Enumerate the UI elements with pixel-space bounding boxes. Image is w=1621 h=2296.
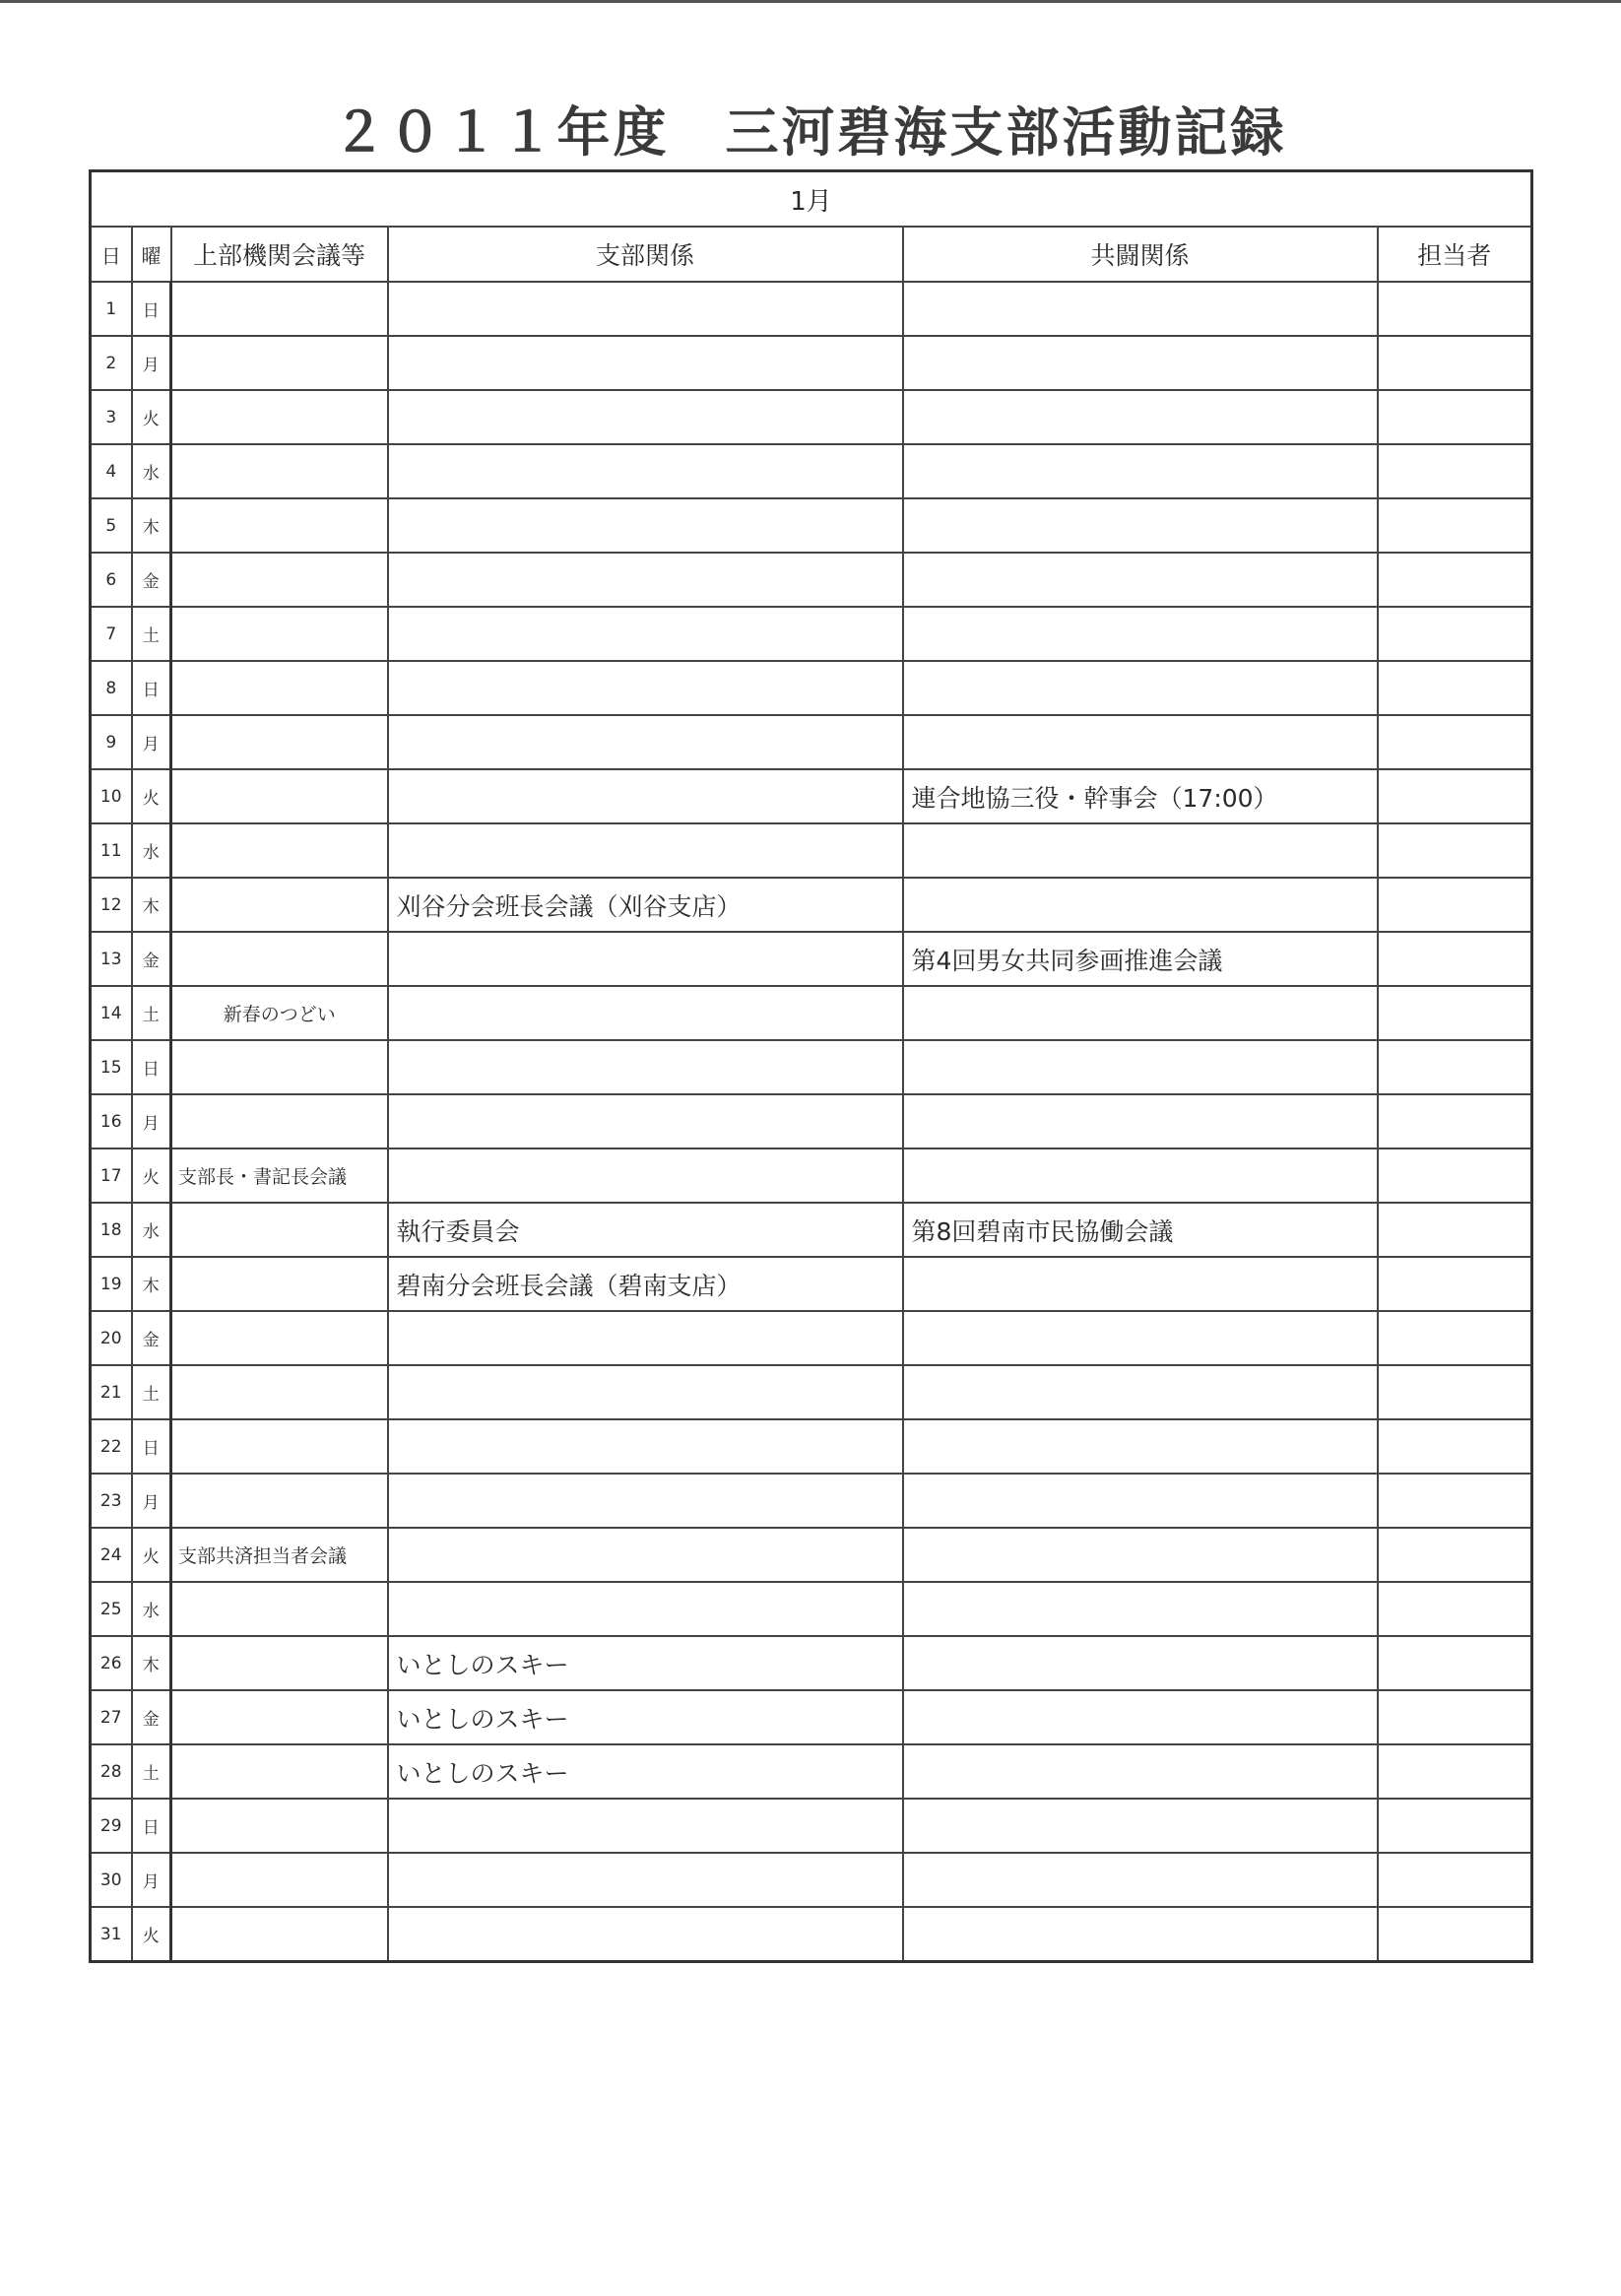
day-number: 2 xyxy=(91,336,132,390)
person-cell xyxy=(1378,1853,1532,1907)
day-number: 27 xyxy=(91,1690,132,1744)
header-upper-meetings: 上部機関会議等 xyxy=(171,227,388,282)
upper-meeting-cell xyxy=(171,607,388,661)
joint-cell xyxy=(903,1690,1378,1744)
person-cell xyxy=(1378,498,1532,553)
table-row xyxy=(91,444,1532,498)
person-cell xyxy=(1378,607,1532,661)
weekday: 金 xyxy=(132,932,171,986)
table-row xyxy=(91,1528,1532,1582)
weekday: 日 xyxy=(132,1799,171,1853)
joint-cell: 連合地協三役・幹事会（17:00） xyxy=(903,769,1378,823)
table-row xyxy=(91,498,1532,553)
joint-cell xyxy=(903,1419,1378,1474)
person-cell xyxy=(1378,1690,1532,1744)
day-number: 15 xyxy=(91,1040,132,1094)
branch-cell xyxy=(388,986,903,1040)
person-cell xyxy=(1378,1744,1532,1799)
joint-cell xyxy=(903,390,1378,444)
joint-cell xyxy=(903,444,1378,498)
upper-meeting-cell: 支部共済担当者会議 xyxy=(171,1528,388,1582)
header-branch: 支部関係 xyxy=(388,227,903,282)
upper-meeting-cell xyxy=(171,282,388,336)
upper-meeting-cell xyxy=(171,769,388,823)
day-number: 22 xyxy=(91,1419,132,1474)
month-row xyxy=(91,171,1532,228)
table-row xyxy=(91,1365,1532,1419)
table-row xyxy=(91,1690,1532,1744)
branch-cell xyxy=(388,1853,903,1907)
joint-cell xyxy=(903,1853,1378,1907)
day-number: 19 xyxy=(91,1257,132,1311)
branch-cell xyxy=(388,769,903,823)
branch-cell xyxy=(388,1907,903,1962)
branch-cell xyxy=(388,1582,903,1636)
joint-cell: 第4回男女共同参画推進会議 xyxy=(903,932,1378,986)
header-weekday: 曜 xyxy=(132,227,171,282)
weekday: 月 xyxy=(132,715,171,769)
joint-cell xyxy=(903,1257,1378,1311)
person-cell xyxy=(1378,1636,1532,1690)
upper-meeting-cell xyxy=(171,1744,388,1799)
person-cell xyxy=(1378,823,1532,878)
branch-cell xyxy=(388,498,903,553)
branch-cell xyxy=(388,715,903,769)
branch-cell: 碧南分会班長会議（碧南支店） xyxy=(388,1257,903,1311)
upper-meeting-cell xyxy=(171,553,388,607)
day-number: 13 xyxy=(91,932,132,986)
upper-meeting-cell xyxy=(171,1853,388,1907)
upper-meeting-cell xyxy=(171,1582,388,1636)
branch-cell: 執行委員会 xyxy=(388,1203,903,1257)
day-number: 12 xyxy=(91,878,132,932)
table-row xyxy=(91,878,1532,932)
branch-cell: いとしのスキー xyxy=(388,1744,903,1799)
table-row xyxy=(91,1040,1532,1094)
upper-meeting-cell: 支部長・書記長会議 xyxy=(171,1148,388,1203)
person-cell xyxy=(1378,282,1532,336)
person-cell xyxy=(1378,1907,1532,1962)
joint-cell xyxy=(903,823,1378,878)
upper-meeting-cell xyxy=(171,1690,388,1744)
person-cell xyxy=(1378,1040,1532,1094)
person-cell xyxy=(1378,1582,1532,1636)
day-number: 30 xyxy=(91,1853,132,1907)
upper-meeting-cell xyxy=(171,1419,388,1474)
joint-cell xyxy=(903,1311,1378,1365)
weekday: 日 xyxy=(132,1419,171,1474)
upper-meeting-cell xyxy=(171,1365,388,1419)
branch-cell: いとしのスキー xyxy=(388,1636,903,1690)
upper-meeting-cell xyxy=(171,715,388,769)
weekday: 木 xyxy=(132,878,171,932)
weekday: 火 xyxy=(132,1528,171,1582)
joint-cell xyxy=(903,715,1378,769)
table-row xyxy=(91,1203,1532,1257)
column-header-row xyxy=(91,227,1532,282)
day-number: 18 xyxy=(91,1203,132,1257)
header-person-in-charge: 担当者 xyxy=(1378,227,1532,282)
day-number: 8 xyxy=(91,661,132,715)
day-number: 28 xyxy=(91,1744,132,1799)
upper-meeting-cell xyxy=(171,1094,388,1148)
weekday: 日 xyxy=(132,282,171,336)
branch-cell xyxy=(388,932,903,986)
upper-meeting-cell xyxy=(171,1636,388,1690)
joint-cell xyxy=(903,986,1378,1040)
upper-meeting-cell xyxy=(171,1907,388,1962)
upper-meeting-cell xyxy=(171,1311,388,1365)
table-row xyxy=(91,553,1532,607)
person-cell xyxy=(1378,1474,1532,1528)
branch-cell xyxy=(388,1474,903,1528)
joint-cell xyxy=(903,1799,1378,1853)
joint-cell xyxy=(903,1148,1378,1203)
joint-cell xyxy=(903,1474,1378,1528)
weekday: 日 xyxy=(132,1040,171,1094)
table-row xyxy=(91,715,1532,769)
weekday: 木 xyxy=(132,498,171,553)
branch-cell xyxy=(388,444,903,498)
person-cell xyxy=(1378,932,1532,986)
upper-meeting-cell xyxy=(171,1474,388,1528)
joint-cell xyxy=(903,607,1378,661)
upper-meeting-cell xyxy=(171,1203,388,1257)
joint-cell xyxy=(903,553,1378,607)
day-number: 16 xyxy=(91,1094,132,1148)
day-number: 10 xyxy=(91,769,132,823)
table-row xyxy=(91,1311,1532,1365)
branch-cell xyxy=(388,390,903,444)
weekday: 金 xyxy=(132,1311,171,1365)
table-row xyxy=(91,1636,1532,1690)
joint-cell xyxy=(903,1907,1378,1962)
weekday: 月 xyxy=(132,336,171,390)
day-number: 21 xyxy=(91,1365,132,1419)
weekday: 火 xyxy=(132,1907,171,1962)
upper-meeting-cell: 新春のつどい xyxy=(171,986,388,1040)
person-cell xyxy=(1378,1203,1532,1257)
day-number: 6 xyxy=(91,553,132,607)
day-number: 14 xyxy=(91,986,132,1040)
table-row xyxy=(91,823,1532,878)
branch-cell xyxy=(388,1799,903,1853)
day-number: 5 xyxy=(91,498,132,553)
weekday: 金 xyxy=(132,1690,171,1744)
table-row xyxy=(91,1474,1532,1528)
day-number: 9 xyxy=(91,715,132,769)
weekday: 火 xyxy=(132,769,171,823)
day-number: 7 xyxy=(91,607,132,661)
upper-meeting-cell xyxy=(171,932,388,986)
branch-cell xyxy=(388,1040,903,1094)
person-cell xyxy=(1378,986,1532,1040)
table-row xyxy=(91,1419,1532,1474)
weekday: 月 xyxy=(132,1853,171,1907)
person-cell xyxy=(1378,1311,1532,1365)
table-row xyxy=(91,336,1532,390)
joint-cell xyxy=(903,1365,1378,1419)
table-row xyxy=(91,1853,1532,1907)
branch-cell xyxy=(388,282,903,336)
person-cell xyxy=(1378,1257,1532,1311)
day-number: 4 xyxy=(91,444,132,498)
weekday: 火 xyxy=(132,1148,171,1203)
branch-cell: いとしのスキー xyxy=(388,1690,903,1744)
person-cell xyxy=(1378,336,1532,390)
header-day: 日 xyxy=(91,227,132,282)
person-cell xyxy=(1378,1094,1532,1148)
day-number: 17 xyxy=(91,1148,132,1203)
weekday: 水 xyxy=(132,1203,171,1257)
table-row xyxy=(91,1148,1532,1203)
person-cell xyxy=(1378,1528,1532,1582)
table-row xyxy=(91,1257,1532,1311)
branch-cell xyxy=(388,336,903,390)
joint-cell xyxy=(903,661,1378,715)
day-number: 31 xyxy=(91,1907,132,1962)
day-number: 29 xyxy=(91,1799,132,1853)
joint-cell xyxy=(903,1094,1378,1148)
upper-meeting-cell xyxy=(171,498,388,553)
person-cell xyxy=(1378,1365,1532,1419)
day-number: 20 xyxy=(91,1311,132,1365)
branch-cell xyxy=(388,1148,903,1203)
upper-meeting-cell xyxy=(171,878,388,932)
weekday: 金 xyxy=(132,553,171,607)
table-row xyxy=(91,1907,1532,1962)
upper-meeting-cell xyxy=(171,1257,388,1311)
weekday: 火 xyxy=(132,390,171,444)
table-row xyxy=(91,661,1532,715)
upper-meeting-cell xyxy=(171,390,388,444)
weekday: 水 xyxy=(132,444,171,498)
table-row xyxy=(91,282,1532,336)
weekday: 月 xyxy=(132,1094,171,1148)
table-row xyxy=(91,1582,1532,1636)
table-row xyxy=(91,1799,1532,1853)
month-heading: 1月 xyxy=(91,171,1532,228)
joint-cell xyxy=(903,1582,1378,1636)
person-cell xyxy=(1378,390,1532,444)
branch-cell xyxy=(388,553,903,607)
document-title: ２０１１年度 三河碧海支部活動記録 xyxy=(332,101,1287,164)
branch-cell xyxy=(388,1094,903,1148)
day-number: 25 xyxy=(91,1582,132,1636)
joint-cell xyxy=(903,498,1378,553)
branch-cell xyxy=(388,1365,903,1419)
upper-meeting-cell xyxy=(171,336,388,390)
joint-cell xyxy=(903,1528,1378,1582)
joint-cell xyxy=(903,336,1378,390)
person-cell xyxy=(1378,553,1532,607)
day-rows xyxy=(91,282,1532,1962)
day-number: 1 xyxy=(91,282,132,336)
person-cell xyxy=(1378,1148,1532,1203)
weekday: 日 xyxy=(132,661,171,715)
branch-cell xyxy=(388,607,903,661)
weekday: 水 xyxy=(132,1582,171,1636)
branch-cell xyxy=(388,823,903,878)
branch-cell xyxy=(388,661,903,715)
person-cell xyxy=(1378,661,1532,715)
joint-cell xyxy=(903,1636,1378,1690)
day-number: 24 xyxy=(91,1528,132,1582)
person-cell xyxy=(1378,444,1532,498)
person-cell xyxy=(1378,769,1532,823)
upper-meeting-cell xyxy=(171,661,388,715)
joint-cell xyxy=(903,1744,1378,1799)
day-number: 11 xyxy=(91,823,132,878)
branch-cell xyxy=(388,1311,903,1365)
branch-cell: 刈谷分会班長会議（刈谷支店） xyxy=(388,878,903,932)
joint-cell: 第8回碧南市民協働会議 xyxy=(903,1203,1378,1257)
activity-record-table xyxy=(89,169,1533,1963)
weekday: 土 xyxy=(132,986,171,1040)
table-row xyxy=(91,390,1532,444)
joint-cell xyxy=(903,282,1378,336)
table-row xyxy=(91,932,1532,986)
table-row xyxy=(91,607,1532,661)
branch-cell xyxy=(388,1419,903,1474)
table-row xyxy=(91,1744,1532,1799)
joint-cell xyxy=(903,878,1378,932)
table-row xyxy=(91,769,1532,823)
upper-meeting-cell xyxy=(171,1799,388,1853)
person-cell xyxy=(1378,1419,1532,1474)
header-joint-struggle: 共闘関係 xyxy=(903,227,1378,282)
weekday: 月 xyxy=(132,1474,171,1528)
weekday: 水 xyxy=(132,823,171,878)
weekday: 土 xyxy=(132,1744,171,1799)
day-number: 23 xyxy=(91,1474,132,1528)
person-cell xyxy=(1378,715,1532,769)
day-number: 26 xyxy=(91,1636,132,1690)
table-row xyxy=(91,1094,1532,1148)
person-cell xyxy=(1378,1799,1532,1853)
weekday: 土 xyxy=(132,1365,171,1419)
weekday: 土 xyxy=(132,607,171,661)
upper-meeting-cell xyxy=(171,823,388,878)
weekday: 木 xyxy=(132,1257,171,1311)
joint-cell xyxy=(903,1040,1378,1094)
day-number: 3 xyxy=(91,390,132,444)
weekday: 木 xyxy=(132,1636,171,1690)
upper-meeting-cell xyxy=(171,1040,388,1094)
upper-meeting-cell xyxy=(171,444,388,498)
table-row xyxy=(91,986,1532,1040)
branch-cell xyxy=(388,1528,903,1582)
page-top-edge xyxy=(0,0,1621,3)
person-cell xyxy=(1378,878,1532,932)
